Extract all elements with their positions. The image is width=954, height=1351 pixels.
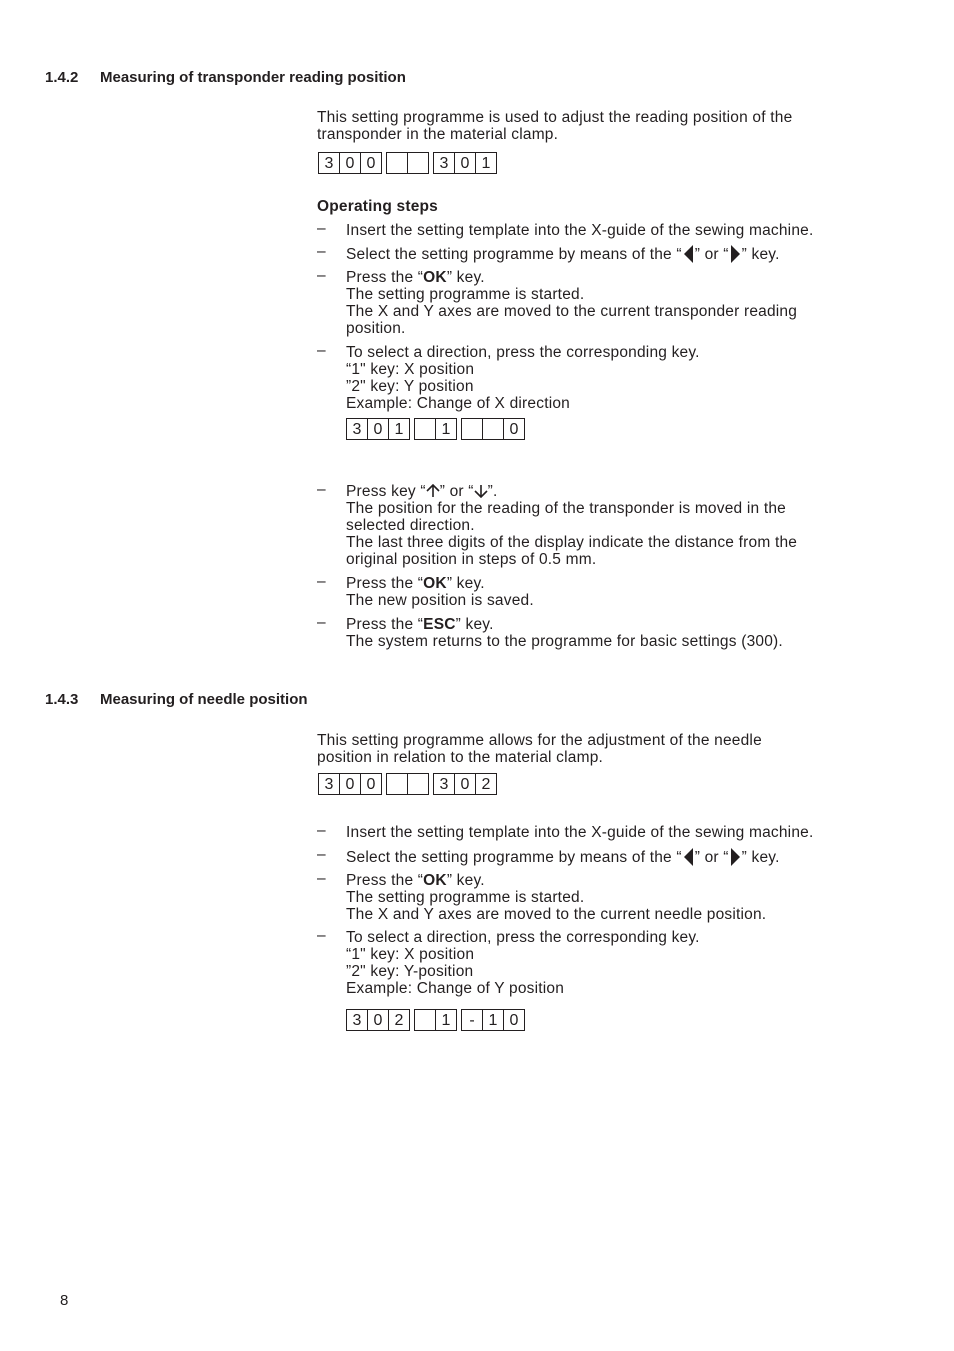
display-group <box>414 418 457 441</box>
display-group <box>318 773 382 796</box>
step-text: To select a direction, press the corresponding key. <box>346 344 700 361</box>
step-item <box>317 929 877 997</box>
step-text: The setting programme is started. <box>346 286 585 303</box>
display-cell: 3 <box>318 773 340 795</box>
display-cell: 0 <box>360 152 382 174</box>
display-group <box>433 773 497 796</box>
step-item <box>317 222 877 239</box>
display-cell: 1 <box>435 1009 457 1031</box>
step-text: The system returns to the programme for basic settings (300). <box>346 633 783 650</box>
arrow-down-icon <box>474 484 488 498</box>
display-cell: 0 <box>367 1009 389 1031</box>
step-text: The X and Y axes are moved to the current transponder reading <box>346 303 798 320</box>
display-group <box>386 152 429 175</box>
display-cell: 3 <box>433 152 455 174</box>
step-text: ” or “ <box>694 849 729 866</box>
key-name: OK <box>423 575 447 592</box>
intro-line: This setting programme allows for the adjustment of the needle <box>317 732 762 749</box>
display-group <box>386 773 429 796</box>
step-dash: – <box>317 267 326 284</box>
step-text: position. <box>346 320 406 337</box>
step-text: ” key. <box>741 246 780 263</box>
step-item <box>317 575 877 609</box>
step-item <box>317 824 877 841</box>
display-group <box>461 418 525 441</box>
lcd-display <box>346 1009 525 1032</box>
step-item <box>317 616 877 650</box>
step-item <box>317 344 877 412</box>
display-cell: 2 <box>388 1009 410 1031</box>
step-text: “1" key: X position <box>346 361 475 378</box>
step-text: Select the setting programme by means of the “ <box>346 246 682 263</box>
step-dash: – <box>317 614 326 631</box>
display-cell <box>414 1009 436 1031</box>
lcd-display <box>346 418 525 441</box>
step-text: selected direction. <box>346 517 475 534</box>
step-item <box>317 245 877 265</box>
step-text: Press the “ <box>346 616 424 633</box>
step-text: The new position is saved. <box>346 592 534 609</box>
section-heading <box>45 69 645 89</box>
display-group <box>461 1009 525 1032</box>
display-group <box>433 152 497 175</box>
step-text: ” key. <box>446 575 485 592</box>
step-text: Select the setting programme by means of the “ <box>346 849 682 866</box>
step-text: Insert the setting template into the X-guide of the sewing machine. <box>346 824 814 841</box>
display-cell: 0 <box>503 418 525 440</box>
step-text: ” key. <box>455 616 494 633</box>
display-cell <box>461 418 483 440</box>
key-name: OK <box>423 872 447 889</box>
section-intro <box>317 109 792 143</box>
display-cell: 3 <box>318 152 340 174</box>
step-text: ” key. <box>446 872 485 889</box>
display-cell: 0 <box>454 152 476 174</box>
display-cell: 1 <box>435 418 457 440</box>
step-text: ” key. <box>446 269 485 286</box>
step-dash: – <box>317 573 326 590</box>
display-cell: 0 <box>503 1009 525 1031</box>
display-cell: 3 <box>346 418 368 440</box>
step-text: Example: Change of X direction <box>346 395 570 412</box>
section-heading <box>45 691 645 711</box>
display-cell: - <box>461 1009 483 1031</box>
step-dash: – <box>317 342 326 359</box>
display-cell: 1 <box>482 1009 504 1031</box>
arrow-up-icon <box>426 484 440 498</box>
triangle-right-icon <box>731 245 740 263</box>
section-title: Measuring of needle position <box>100 691 308 708</box>
step-dash: – <box>317 243 326 260</box>
triangle-left-icon <box>684 848 693 866</box>
display-cell: 0 <box>367 418 389 440</box>
intro-line: transponder in the material clamp. <box>317 126 559 143</box>
step-item <box>317 872 877 923</box>
display-group <box>346 1009 410 1032</box>
display-cell <box>386 152 408 174</box>
display-cell <box>414 418 436 440</box>
display-cell <box>407 773 429 795</box>
display-cell: 0 <box>360 773 382 795</box>
page-number: 8 <box>60 1292 69 1309</box>
step-dash: – <box>317 927 326 944</box>
display-cell: 1 <box>475 152 497 174</box>
display-group <box>346 418 410 441</box>
display-group <box>318 152 382 175</box>
key-name: ESC <box>423 616 456 633</box>
section-number: 1.4.3 <box>45 691 79 708</box>
lcd-display <box>318 152 497 175</box>
step-text: Press key “ <box>346 483 426 500</box>
section-number: 1.4.2 <box>45 69 79 86</box>
display-cell: 0 <box>339 773 361 795</box>
display-cell <box>386 773 408 795</box>
step-text: Example: Change of Y position <box>346 980 565 997</box>
step-dash: – <box>317 846 326 863</box>
display-cell: 0 <box>454 773 476 795</box>
display-cell: 0 <box>339 152 361 174</box>
step-dash: – <box>317 481 326 498</box>
step-text: Insert the setting template into the X-guide of the sewing machine. <box>346 222 814 239</box>
step-text: ” or “ <box>439 483 474 500</box>
triangle-right-icon <box>731 848 740 866</box>
display-group <box>414 1009 457 1032</box>
step-text: The last three digits of the display indicate the distance from the <box>346 534 798 551</box>
display-cell: 3 <box>433 773 455 795</box>
step-text: ”. <box>487 483 498 500</box>
step-dash: – <box>317 822 326 839</box>
step-text: Press the “ <box>346 872 424 889</box>
step-item <box>317 269 877 337</box>
step-dash: – <box>317 220 326 237</box>
display-cell <box>482 418 504 440</box>
step-text: To select a direction, press the corresponding key. <box>346 929 700 946</box>
step-text: ” key. <box>741 849 780 866</box>
display-cell <box>407 152 429 174</box>
step-item <box>317 483 877 568</box>
display-cell: 2 <box>475 773 497 795</box>
section-title: Measuring of transponder reading position <box>100 69 406 86</box>
step-item <box>317 848 877 868</box>
operating-steps-heading: Operating steps <box>317 198 438 215</box>
section-intro <box>317 732 762 766</box>
step-text: Press the “ <box>346 575 424 592</box>
display-cell: 1 <box>388 418 410 440</box>
step-text: The position for the reading of the transponder is moved in the <box>346 500 786 517</box>
step-text: Press the “ <box>346 269 424 286</box>
step-dash: – <box>317 870 326 887</box>
step-text: The setting programme is started. <box>346 889 585 906</box>
step-text: original position in steps of 0.5 mm. <box>346 551 597 568</box>
intro-line: position in relation to the material clamp. <box>317 749 604 766</box>
display-cell: 3 <box>346 1009 368 1031</box>
step-text: ”2" key: Y position <box>346 378 474 395</box>
step-text: The X and Y axes are moved to the current needle position. <box>346 906 767 923</box>
lcd-display <box>318 773 497 796</box>
step-text: ” or “ <box>694 246 729 263</box>
intro-line: This setting programme is used to adjust the reading position of the <box>317 109 793 126</box>
triangle-left-icon <box>684 245 693 263</box>
step-text: “1" key: X position <box>346 946 475 963</box>
key-name: OK <box>423 269 447 286</box>
step-text: ”2" key: Y-position <box>346 963 474 980</box>
